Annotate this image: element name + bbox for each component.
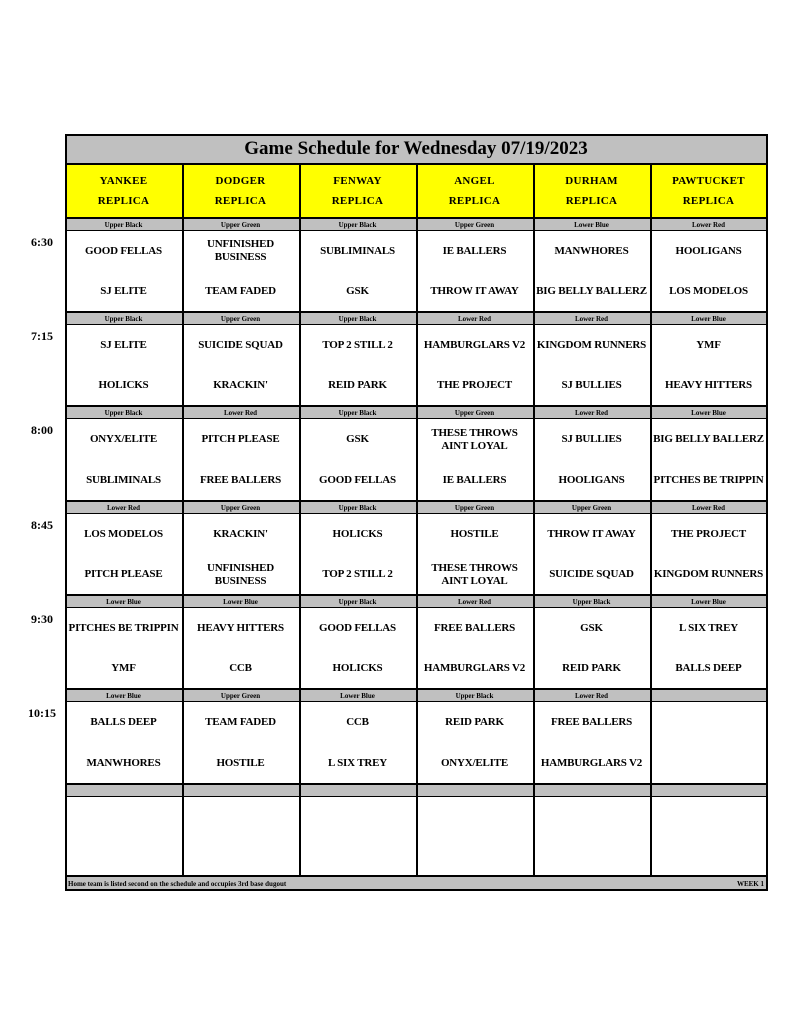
- home-team: PITCH PLEASE: [84, 568, 163, 581]
- field-subtitle: REPLICA: [214, 195, 267, 207]
- home-team: HOLICKS: [332, 662, 383, 675]
- field-header-fenway: [299, 164, 416, 218]
- visitor-team: LOS MODELOS: [84, 527, 163, 540]
- field-subtitle: REPLICA: [682, 195, 735, 207]
- field-header-pawtucket: [650, 164, 767, 218]
- home-team: THROW IT AWAY: [430, 285, 519, 298]
- home-team: BIG BELLY BALLERZ: [536, 285, 647, 298]
- grid-line: [182, 164, 184, 876]
- field-subtitle: REPLICA: [331, 195, 384, 207]
- week-label: WEEK 1: [736, 879, 764, 888]
- time-label: 9:30: [31, 612, 53, 626]
- visitor-team: SJ BULLIES: [561, 433, 622, 445]
- field-name: YANKEE: [99, 175, 148, 187]
- visitor-team: GSK: [580, 621, 603, 634]
- visitor-team: THE PROJECT: [670, 527, 747, 540]
- time-label: 7:15: [31, 329, 53, 343]
- dugout-label: Upper Black: [533, 595, 650, 608]
- home-team: REID PARK: [328, 379, 387, 392]
- visitor-team: YMF: [696, 338, 721, 351]
- visitor-team: [533, 797, 650, 838]
- home-team: MANWHORES: [86, 757, 161, 769]
- visitor-team: PITCH PLEASE: [201, 433, 280, 445]
- dugout-label: Lower Red: [533, 689, 650, 702]
- home-team: BALLS DEEP: [675, 662, 742, 675]
- home-team: HAMBURGLARS V2: [423, 662, 526, 675]
- dugout-label: Lower Red: [650, 501, 767, 514]
- home-team: [650, 743, 767, 784]
- field-name: PAWTUCKET: [672, 175, 745, 187]
- home-team: SJ BULLIES: [561, 379, 622, 392]
- home-team: ONYX/ELITE: [440, 757, 509, 769]
- dugout-label: Lower Red: [65, 501, 182, 514]
- dugout-label: Lower Red: [650, 218, 767, 231]
- dugout-label: Lower Blue: [299, 689, 416, 702]
- home-team: PITCHES BE TRIPPIN: [653, 474, 764, 486]
- home-team: IE BALLERS: [442, 474, 507, 486]
- visitor-team: KINGDOM RUNNERS: [536, 338, 647, 351]
- home-team: UNFINISHED BUSINESS: [206, 561, 275, 587]
- home-team: [416, 838, 533, 879]
- dugout-label: Upper Green: [416, 406, 533, 419]
- visitor-team: TOP 2 STILL 2: [322, 338, 393, 351]
- dugout-label: Upper Green: [182, 312, 299, 325]
- home-team: HOLICKS: [98, 379, 149, 392]
- home-team: [65, 838, 182, 879]
- visitor-team: [65, 797, 182, 838]
- home-team: TOP 2 STILL 2: [322, 568, 393, 581]
- home-team: HEAVY HITTERS: [665, 379, 752, 392]
- home-team: FREE BALLERS: [199, 474, 282, 486]
- dugout-label: Lower Blue: [533, 218, 650, 231]
- home-team: CCB: [229, 662, 252, 675]
- home-team: [299, 838, 416, 879]
- visitor-team: SUICIDE SQUAD: [198, 338, 283, 351]
- grid-line: [533, 164, 535, 876]
- home-team: KRACKIN': [213, 379, 268, 392]
- home-team: KINGDOM RUNNERS: [653, 568, 764, 581]
- home-team: [182, 838, 299, 879]
- visitor-team: SUBLIMINALS: [320, 244, 395, 257]
- home-team: SUBLIMINALS: [86, 474, 161, 486]
- dugout-label: Lower Blue: [650, 406, 767, 419]
- dugout-label: Upper Black: [299, 406, 416, 419]
- grid-line: [650, 164, 652, 876]
- field-subtitle: REPLICA: [448, 195, 501, 207]
- dugout-label: Upper Black: [299, 218, 416, 231]
- visitor-team: HOSTILE: [450, 527, 499, 540]
- dugout-label: Upper Green: [416, 218, 533, 231]
- dugout-label: Upper Green: [533, 501, 650, 514]
- visitor-team: GSK: [346, 433, 369, 445]
- visitor-team: [299, 797, 416, 838]
- dugout-label: Lower Red: [182, 406, 299, 419]
- visitor-team: THESE THROWS AINT LOYAL: [431, 426, 518, 452]
- home-team: HOSTILE: [216, 757, 265, 769]
- home-team: TEAM FADED: [205, 285, 276, 298]
- visitor-team: [650, 702, 767, 743]
- dugout-label: Upper Green: [182, 501, 299, 514]
- home-team: YMF: [111, 662, 136, 675]
- home-team: HOOLIGANS: [558, 474, 625, 486]
- dugout-label: Upper Black: [65, 312, 182, 325]
- visitor-team: GOOD FELLAS: [319, 621, 396, 634]
- visitor-team: FREE BALLERS: [550, 716, 633, 728]
- field-name: DODGER: [215, 175, 266, 187]
- visitor-team: CCB: [346, 716, 369, 728]
- dugout-label: Lower Blue: [650, 595, 767, 608]
- visitor-team: ONYX/ELITE: [89, 433, 158, 445]
- time-label: 8:45: [31, 518, 53, 532]
- home-team: LOS MODELOS: [669, 285, 748, 298]
- visitor-team: GOOD FELLAS: [85, 244, 162, 257]
- visitor-team: HAMBURGLARS V2: [423, 338, 526, 351]
- dugout-label: Upper Black: [299, 501, 416, 514]
- home-team: GSK: [346, 285, 369, 298]
- dugout-label: Upper Black: [65, 218, 182, 231]
- dugout-label: Lower Blue: [650, 312, 767, 325]
- home-team: THE PROJECT: [436, 379, 513, 392]
- field-name: FENWAY: [333, 175, 382, 187]
- grid-line: [65, 134, 768, 136]
- home-team: L SIX TREY: [328, 757, 387, 769]
- home-team: [533, 838, 650, 879]
- dugout-label: Upper Green: [182, 689, 299, 702]
- visitor-team: THROW IT AWAY: [547, 527, 636, 540]
- grid-line: [416, 164, 418, 876]
- dugout-label: Upper Black: [65, 406, 182, 419]
- time-label: 10:15: [28, 706, 56, 720]
- field-header-dodger: [182, 164, 299, 218]
- dugout-label: Lower Blue: [182, 595, 299, 608]
- dugout-label: Upper Black: [416, 689, 533, 702]
- visitor-team: REID PARK: [445, 716, 504, 728]
- field-subtitle: REPLICA: [97, 195, 150, 207]
- grid-line: [766, 134, 768, 891]
- visitor-team: [182, 797, 299, 838]
- visitor-team: [650, 797, 767, 838]
- grid-line: [65, 889, 768, 891]
- home-team: HAMBURGLARS V2: [540, 757, 643, 769]
- visitor-team: SJ ELITE: [100, 338, 147, 351]
- field-header-yankee: [65, 164, 182, 218]
- visitor-team: FREE BALLERS: [433, 621, 516, 634]
- time-label: 8:00: [31, 423, 53, 437]
- visitor-team: IE BALLERS: [442, 244, 507, 257]
- visitor-team: HOOLIGANS: [675, 244, 742, 257]
- visitor-team: MANWHORES: [554, 244, 629, 257]
- visitor-team: UNFINISHED BUSINESS: [206, 238, 275, 264]
- home-team: SJ ELITE: [100, 285, 147, 298]
- field-name: ANGEL: [454, 175, 495, 187]
- field-header-durham: [533, 164, 650, 218]
- dugout-label: Upper Black: [299, 595, 416, 608]
- footer-note: Home team is listed second on the schedule and occupies 3rd base dugout: [65, 876, 767, 891]
- visitor-team: TEAM FADED: [205, 716, 276, 728]
- dugout-label: Lower Red: [416, 312, 533, 325]
- home-team: SUICIDE SQUAD: [549, 568, 634, 581]
- visitor-team: KRACKIN': [213, 527, 268, 540]
- home-team: [650, 838, 767, 879]
- field-subtitle: REPLICA: [565, 195, 618, 207]
- visitor-team: BIG BELLY BALLERZ: [653, 433, 764, 445]
- dugout-label: Lower Red: [416, 595, 533, 608]
- dugout-label: Upper Green: [182, 218, 299, 231]
- home-team: REID PARK: [562, 662, 621, 675]
- visitor-team: BALLS DEEP: [90, 716, 157, 728]
- dugout-label: Upper Black: [299, 312, 416, 325]
- field-header-angel: [416, 164, 533, 218]
- grid-line: [65, 134, 67, 891]
- field-name: DURHAM: [565, 175, 618, 187]
- visitor-team: HOLICKS: [332, 527, 383, 540]
- visitor-team: L SIX TREY: [679, 621, 738, 634]
- grid-line: [299, 164, 301, 876]
- visitor-team: [416, 797, 533, 838]
- home-team: THESE THROWS AINT LOYAL: [431, 561, 518, 587]
- page-title: Game Schedule for Wednesday 07/19/2023: [65, 134, 767, 164]
- dugout-label: Lower Red: [533, 312, 650, 325]
- time-label: 6:30: [31, 235, 53, 249]
- visitor-team: HEAVY HITTERS: [197, 621, 284, 634]
- home-team: GOOD FELLAS: [319, 474, 396, 486]
- dugout-label: Lower Blue: [65, 595, 182, 608]
- visitor-team: PITCHES BE TRIPPIN: [68, 621, 179, 634]
- dugout-label: Upper Green: [416, 501, 533, 514]
- dugout-label: Lower Blue: [65, 689, 182, 702]
- schedule-sheet: [65, 134, 768, 891]
- dugout-label: Lower Red: [533, 406, 650, 419]
